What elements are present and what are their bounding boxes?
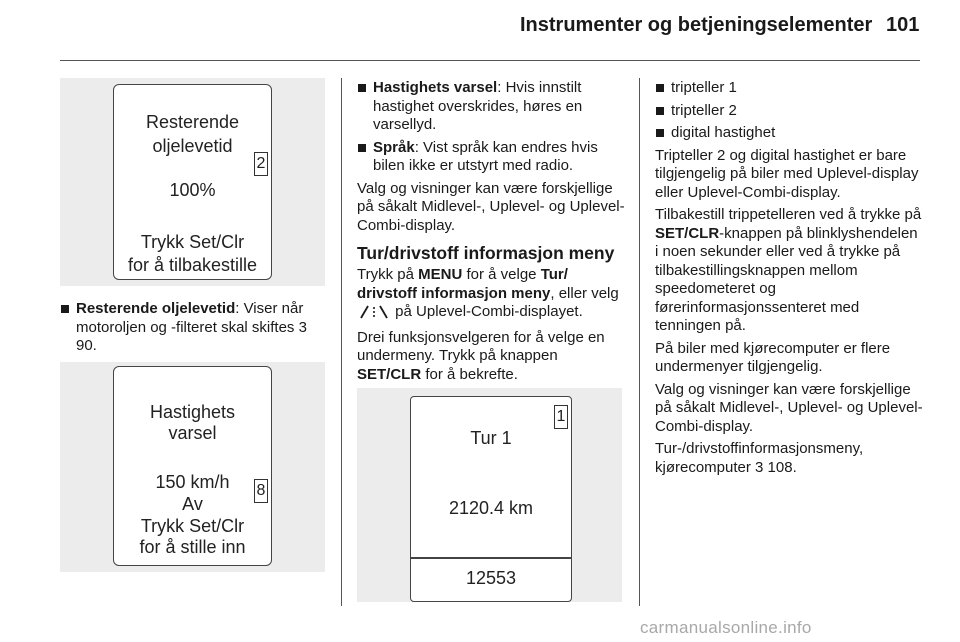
paragraph: Tur-/drivstoffinformasjonsmeny, kjørecomputer 3 108. xyxy=(655,440,864,476)
paragraph: På biler med kjørecomputer er flere undermenyer tilgjengelig. xyxy=(655,339,891,375)
column-divider-2 xyxy=(639,78,640,606)
column-2-text xyxy=(357,79,625,388)
odometer-value: 12553 xyxy=(465,568,517,588)
column-1-text xyxy=(60,300,330,360)
menu-selection-label: Tur/ drivstoff informasjon meny xyxy=(357,266,568,302)
page-badge: 2 xyxy=(254,152,268,176)
oil-life-display xyxy=(113,84,272,280)
menu-key-label: MENU xyxy=(418,266,463,283)
trip-meter-title: Tur 1 xyxy=(470,428,512,448)
watermark: carmanualsonline.info xyxy=(640,618,812,637)
button-label: SET/CLR xyxy=(357,365,422,383)
display-divider xyxy=(411,557,571,559)
oil-life-line1: Resterende xyxy=(145,112,240,132)
oil-life-figure xyxy=(60,78,325,286)
paragraph: Drei funksjonsvelgeren for å velge en undermeny. Trykk på knappen SET/CLR for å bekrefte. xyxy=(357,328,605,383)
bullet-label: Hastighets varsel xyxy=(373,79,498,96)
paragraph: Valg og visninger kan være forskjellige på såkalt Midlevel-, Uplevel- og Uplevel-Combi-display. xyxy=(655,380,923,435)
list-item: Resterende oljelevetid: Viser når motoroljen og -filteret skal skiftes 3 90. xyxy=(60,300,330,356)
section-heading: Tur/drivstoff informasjon meny xyxy=(357,243,615,263)
page-header-title: Instrumenter og betjeningselementer xyxy=(520,14,873,36)
button-label: SET/CLR xyxy=(655,224,720,242)
list-item: digital hastighet xyxy=(655,124,923,143)
list-item: Språk: Vist språk kan endres hvis bilen ikke er utstyrt med radio. xyxy=(357,139,625,176)
oil-life-line2: oljelevetid xyxy=(152,136,233,156)
speed-warning-hint2: for å stille inn xyxy=(139,537,246,557)
list-item: tripteller 2 xyxy=(655,102,923,121)
paragraph: Tripteller 2 og digital hastighet er bare tilgjengelig på biler med Uplevel-display eller Uplevel-Combi-display. xyxy=(655,146,919,201)
list-item: tripteller 1 xyxy=(655,79,923,98)
list-item: Hastighets varsel: Hvis innstilt hastighet overskrides, høres en varsellyd. xyxy=(357,79,625,135)
oil-life-hint2: for å tilbakestille xyxy=(127,255,258,275)
header-rule xyxy=(60,60,920,61)
trip-meter-display xyxy=(410,396,572,602)
bullet-label: Språk xyxy=(373,138,415,156)
page-badge: 8 xyxy=(254,479,268,503)
trip-meter-value: 2120.4 km xyxy=(448,498,534,518)
speed-warning-state: Av xyxy=(182,494,203,514)
speed-warning-line1: Hastighets xyxy=(149,402,236,422)
column-3-text xyxy=(655,79,923,481)
speed-warning-figure xyxy=(60,362,325,572)
column-divider-1 xyxy=(341,78,342,606)
speed-warning-hint1: Trykk Set/Clr xyxy=(140,516,245,536)
page-number: 101 xyxy=(886,14,920,36)
speed-warning-display xyxy=(113,366,272,566)
paragraph: Tilbakestill trippetelleren ved å trykke på SET/CLR-knappen på blinklyshendelen i noen sekunder eller ved å trykke på tilbakestillingsknappen mellom speedometeret og førerinformasjonssenteret med tenningen på. xyxy=(655,206,922,334)
trip-meter-figure xyxy=(357,388,622,602)
page-badge: 1 xyxy=(554,405,568,429)
speed-warning-line2: varsel xyxy=(168,423,217,443)
oil-life-value: 100% xyxy=(169,180,216,200)
bullet-label: Resterende oljelevetid xyxy=(76,300,236,317)
page-reference: 3 90. xyxy=(76,318,307,354)
speed-warning-value: 150 km/h xyxy=(155,472,230,492)
oil-life-hint1: Trykk Set/Clr xyxy=(140,232,245,252)
rocker-icon xyxy=(359,305,389,325)
paragraph: Trykk på MENU for å velge Tur/ drivstoff informasjon meny, eller velg på Uplevel-Combi-displayet. xyxy=(357,266,625,325)
paragraph: Valg og visninger kan være forskjellige på såkalt Midlevel-, Uplevel- og Uplevel-Combi-display. xyxy=(357,179,625,234)
